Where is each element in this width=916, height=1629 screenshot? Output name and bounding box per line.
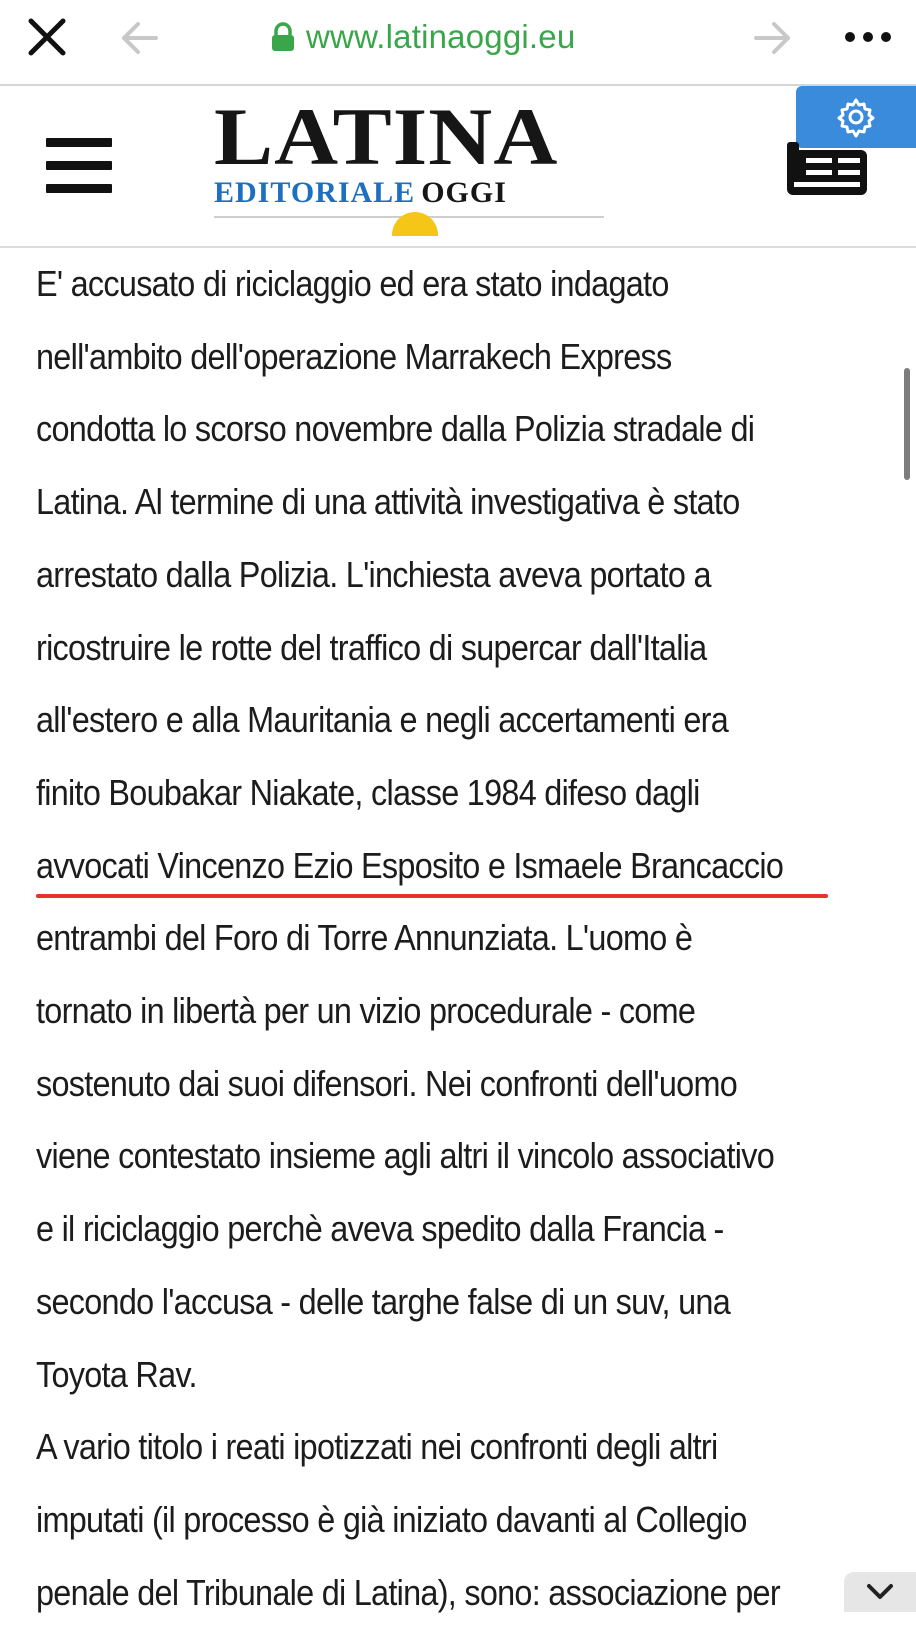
article-body	[36, 248, 886, 1629]
text-line: arrestato dalla Polizia. L'inchiesta aveva portato a	[36, 553, 711, 595]
text-line: E' accusato di riciclaggio ed era stato indagato	[36, 263, 669, 304]
text-line: entrambi del Foro di Torre Annunziata. L'uomo è	[36, 917, 693, 959]
logo-editoriale: EDITORIALE	[214, 176, 416, 209]
back-arrow-icon[interactable]	[118, 20, 160, 56]
logo-title: LATINA	[214, 91, 559, 182]
scroll-down-button[interactable]	[844, 1572, 916, 1612]
forward-arrow-icon[interactable]	[752, 20, 794, 56]
gear-icon	[834, 95, 878, 139]
text-line: viene contestato insieme agli altri il vincolo associativo	[36, 1135, 775, 1177]
text-line: imputati (il processo è già iniziato davanti al Collegio	[36, 1498, 747, 1540]
text-line: Latina. Al termine di una attività investigativa è stato	[36, 481, 740, 523]
text-line: secondo l'accusa - delle targhe false di un suv, una	[36, 1280, 730, 1322]
lock-icon	[270, 22, 296, 52]
text-line: finito Boubakar Niakate, classe 1984 difeso dagli	[36, 771, 700, 813]
site-header	[0, 86, 916, 248]
settings-button[interactable]	[796, 86, 916, 148]
address-bar[interactable]	[270, 14, 575, 60]
text-line: Toyota Rav.	[36, 1353, 197, 1395]
text-line: penale del Tribunale di Latina), sono: associazione per	[36, 1571, 780, 1613]
url-text: www.latinaoggi.eu	[306, 18, 576, 55]
close-icon[interactable]	[26, 16, 68, 58]
more-icon[interactable]	[842, 22, 894, 52]
text-line: tornato in libertà per un vizio procedurale - come	[36, 990, 696, 1032]
logo-sun-icon	[392, 212, 438, 236]
text-line: A vario titolo i reati ipotizzati nei confronti degli altri	[36, 1426, 718, 1468]
text-line: sostenuto dai suoi difensori. Nei confronti dell'uomo	[36, 1062, 738, 1104]
chevron-down-icon	[865, 1582, 895, 1602]
text-line: all'estero e alla Mauritania e negli accertamenti era	[36, 699, 729, 741]
menu-icon[interactable]	[46, 138, 112, 198]
text-line: e il riciclaggio perchè aveva spedito dalla Francia -	[36, 1208, 724, 1250]
site-logo[interactable]	[214, 92, 614, 232]
logo-subtitle	[214, 176, 606, 210]
text-line: condotta lo scorso novembre dalla Polizia stradale di	[36, 408, 755, 450]
scrollbar[interactable]	[904, 368, 910, 480]
article-text	[36, 248, 887, 1629]
newspaper-icon[interactable]	[784, 140, 870, 198]
browser-toolbar	[0, 0, 916, 86]
highlighted-text-line: avvocati Vincenzo Ezio Esposito e Ismaele Brancaccio	[36, 830, 887, 903]
logo-oggi: OGGI	[421, 176, 507, 209]
text-line: ricostruire le rotte del traffico di supercar dall'Italia	[36, 626, 707, 668]
text-line: nell'ambito dell'operazione Marrakech Express	[36, 335, 672, 377]
